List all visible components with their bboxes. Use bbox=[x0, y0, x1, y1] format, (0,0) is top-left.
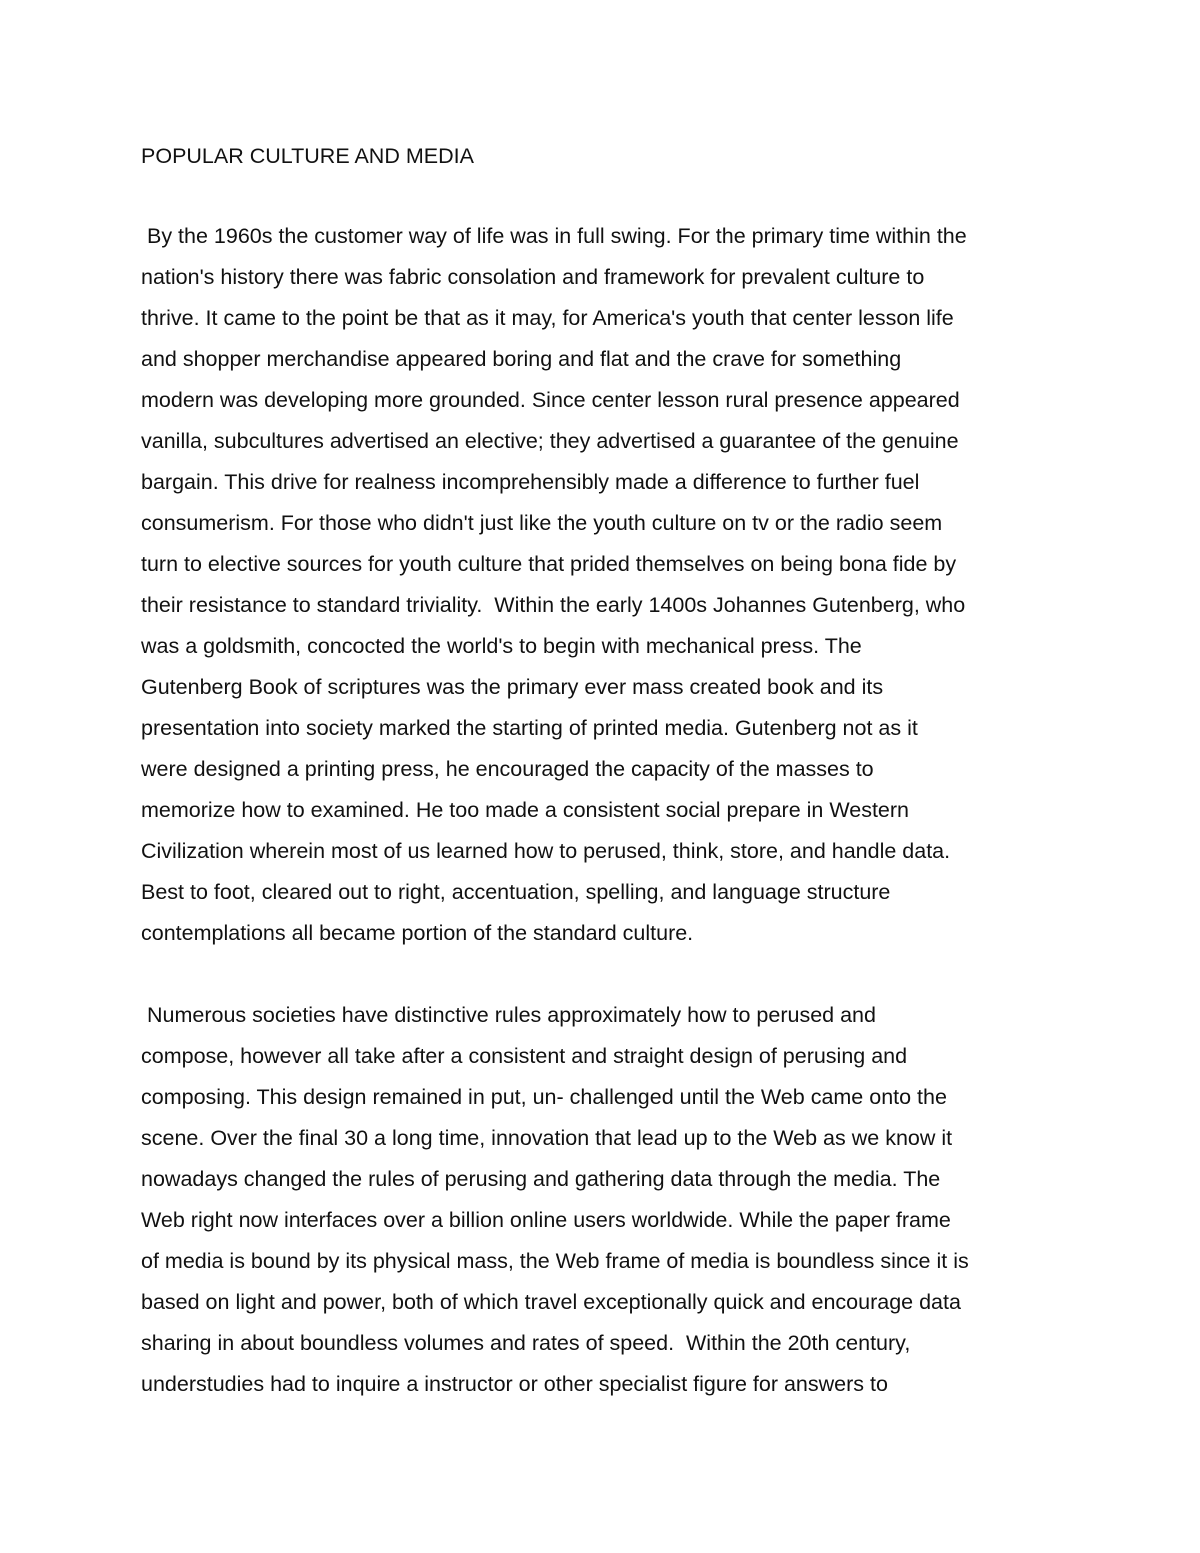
text-line: composing. This design remained in put, un- challenged until the Web came onto the bbox=[141, 1085, 947, 1109]
text-line: turn to elective sources for youth culture that prided themselves on being bona fide by bbox=[141, 552, 957, 576]
text-line: based on light and power, both of which travel exceptionally quick and encourage data bbox=[141, 1290, 961, 1314]
text-line: and shopper merchandise appeared boring and flat and the crave for something bbox=[141, 347, 902, 371]
text-line: was a goldsmith, concocted the world's to begin with mechanical press. The bbox=[141, 634, 862, 658]
text-line: sharing in about boundless volumes and rates of speed. Within the 20th century, bbox=[141, 1331, 911, 1355]
text-line: contemplations all became portion of the standard culture. bbox=[141, 921, 694, 945]
text-line: were designed a printing press, he encouraged the capacity of the masses to bbox=[141, 757, 874, 781]
text-line: consumerism. For those who didn't just like the youth culture on tv or the radio seem bbox=[141, 511, 943, 535]
text-line: their resistance to standard triviality. Within the early 1400s Johannes Gutenberg, who bbox=[141, 593, 966, 617]
text-line: of media is bound by its physical mass, the Web frame of media is boundless since it is bbox=[141, 1249, 969, 1273]
text-line: bargain. This drive for realness incomprehensibly made a difference to further fuel bbox=[141, 470, 920, 494]
text-line: memorize how to examined. He too made a consistent social prepare in Western bbox=[141, 798, 910, 822]
paragraph-1 bbox=[141, 216, 1071, 954]
text-line: nowadays changed the rules of perusing and gathering data through the media. The bbox=[141, 1167, 941, 1191]
document-body bbox=[141, 140, 1071, 1405]
text-line: By the 1960s the customer way of life was in full swing. For the primary time within the bbox=[141, 224, 967, 248]
paragraph-2 bbox=[141, 995, 1071, 1405]
text-line: vanilla, subcultures advertised an elective; they advertised a guarantee of the genuine bbox=[141, 429, 959, 453]
text-line: nation's history there was fabric consolation and framework for prevalent culture to bbox=[141, 265, 925, 289]
text-line: understudies had to inquire a instructor or other specialist figure for answers to bbox=[141, 1372, 888, 1396]
text-line: scene. Over the final 30 a long time, innovation that lead up to the Web as we know it bbox=[141, 1126, 953, 1150]
document-title: POPULAR CULTURE AND MEDIA bbox=[141, 144, 474, 168]
text-line: presentation into society marked the starting of printed media. Gutenberg not as it bbox=[141, 716, 918, 740]
text-line: Gutenberg Book of scriptures was the primary ever mass created book and its bbox=[141, 675, 884, 699]
text-line: Best to foot, cleared out to right, accentuation, spelling, and language structure bbox=[141, 880, 891, 904]
text-line: compose, however all take after a consistent and straight design of perusing and bbox=[141, 1044, 908, 1068]
text-line: Numerous societies have distinctive rules approximately how to perused and bbox=[141, 1003, 876, 1027]
text-line: Web right now interfaces over a billion online users worldwide. While the paper frame bbox=[141, 1208, 951, 1232]
text-line: thrive. It came to the point be that as it may, for America's youth that center lesson life bbox=[141, 306, 954, 330]
text-line: modern was developing more grounded. Since center lesson rural presence appeared bbox=[141, 388, 960, 412]
text-line: Civilization wherein most of us learned how to perused, think, store, and handle data. bbox=[141, 839, 951, 863]
